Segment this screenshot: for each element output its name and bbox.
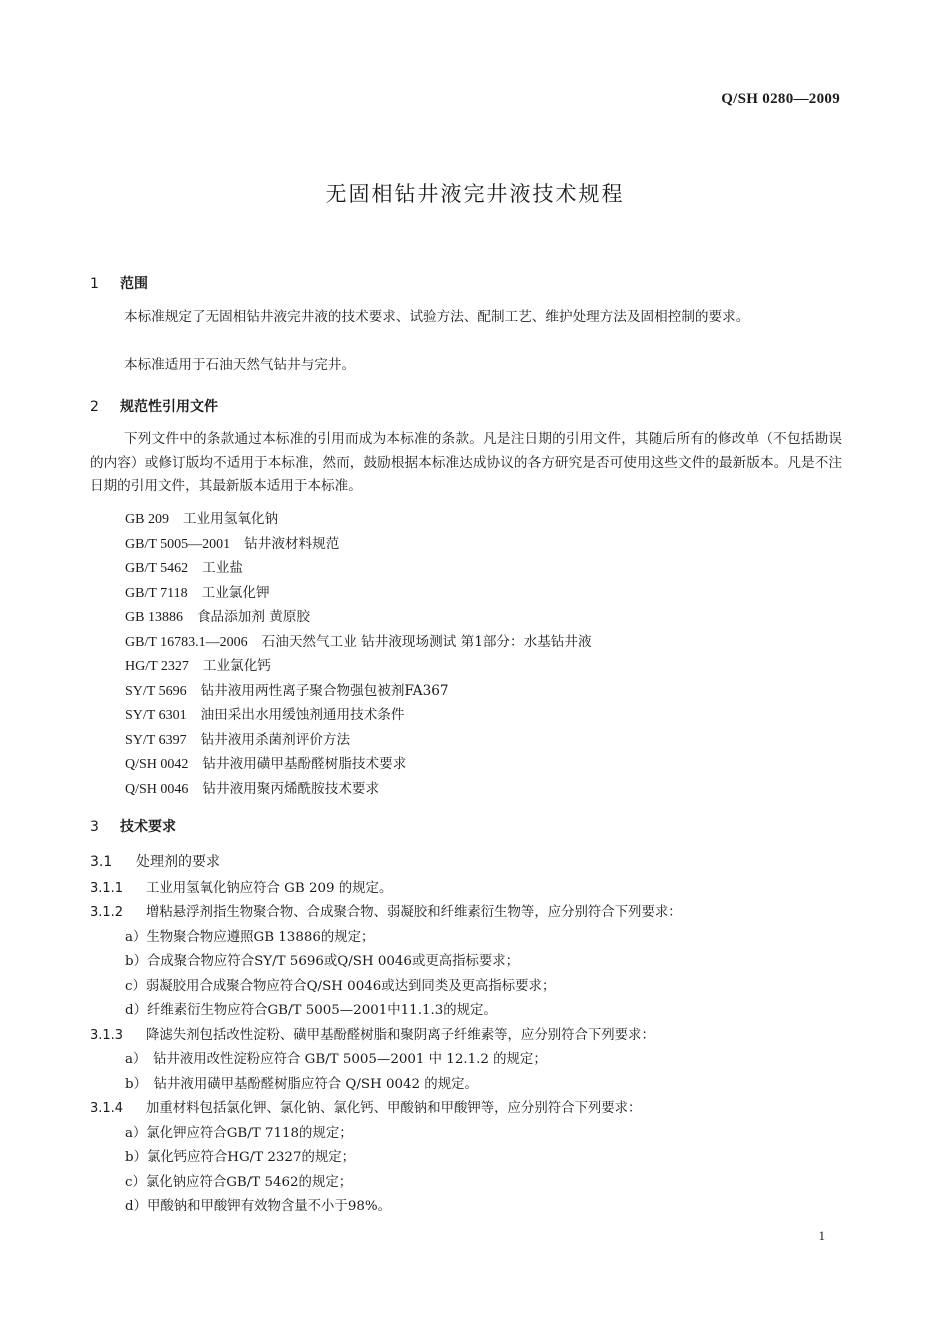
section-number: 3 [90,819,99,835]
section-title: 规范性引用文件 [120,399,218,415]
list-item: a）氯化钾应符合GB/T 7118的规定； [125,1126,353,1141]
standard-code: Q/SH 0280—2009 [721,91,840,107]
reference-item: Q/SH 0046 钻井液用聚丙烯酰胺技术要求 [125,781,380,797]
section-3-heading [90,816,176,836]
section-title: 范围 [120,276,148,292]
section-title: 技术要求 [120,819,176,835]
section-1-paragraph-1: 本标准规定了无固相钻井液完井液的技术要求、试验方法、配制工艺、维护处理方法及固相控制的要求。 [124,309,750,325]
section-1-heading [90,273,148,293]
clause-3-1-2: 3.1.2 增粘悬浮剂指生物聚合物、合成聚合物、弱凝胶和纤维素衍生物等，应分别符合下列要求： [90,905,682,920]
list-item: a）生物聚合物应遵照GB 13886的规定； [125,930,375,945]
reference-item: GB/T 5005—2001 钻井液材料规范 [125,536,340,552]
clause-3-1-3: 3.1.3 降滤失剂包括改性淀粉、磺甲基酚醛树脂和聚阴离子纤维素等，应分别符合下列要求： [90,1028,655,1043]
section-number: 2 [90,399,99,415]
reference-item: SY/T 5696 钻井液用两性离子聚合物强包被剂FA367 [125,683,449,699]
reference-item: Q/SH 0042 钻井液用磺甲基酚醛树脂技术要求 [125,756,407,772]
list-item: b）合成聚合物应符合SY/T 5696或Q/SH 0046或更高指标要求； [125,954,520,969]
list-item: c）弱凝胶用合成聚合物应符合Q/SH 0046或达到同类及更高指标要求； [125,979,556,994]
subsection-3-1-heading: 3.1 处理剂的要求 [90,854,220,870]
reference-item: GB 13886 食品添加剂 黄原胶 [125,609,311,625]
clause-3-1-4: 3.1.4 加重材料包括氯化钾、氯化钠、氯化钙、甲酸钠和甲酸钾等，应分别符合下列要求： [90,1101,642,1116]
section-2-intro-paragraph: 下列文件中的条款通过本标准的引用而成为本标准的条款。凡是注日期的引用文件，其随后所有的修改单（不包括勘误的内容）或修订版均不适用于本标准，然而，鼓励根据本标准达成协议的各方研究是否可使用这些文件的最新版本。凡是不注日期的引用文件，其最新版本适用于本标准。 [90,431,842,494]
list-item: b）氯化钙应符合HG/T 2327的规定； [125,1150,356,1165]
page-number: 1 [818,1228,825,1243]
reference-item: GB 209 工业用氢氧化钠 [125,511,279,527]
reference-item: SY/T 6397 钻井液用杀菌剂评价方法 [125,732,351,748]
clause-3-1-1: 3.1.1 工业用氢氧化钠应符合 GB 209 的规定。 [90,881,393,896]
reference-item: GB/T 5462 工业盐 [125,560,243,576]
list-item: b） 钻井液用磺甲基酚醛树脂应符合 Q/SH 0042 的规定。 [125,1077,478,1092]
list-item: d）纤维素衍生物应符合GB/T 5005—2001中11.1.3的规定。 [125,1003,497,1018]
reference-item: GB/T 16783.1—2006 石油天然气工业 钻井液现场测试 第1部分：水基钻井液 [125,634,592,650]
reference-item: SY/T 6301 油田采出水用缓蚀剂通用技术条件 [125,707,405,723]
reference-item: HG/T 2327 工业氯化钙 [125,658,271,674]
list-item: c）氯化钠应符合GB/T 5462的规定； [125,1175,353,1190]
section-1-paragraph-2: 本标准适用于石油天然气钻井与完井。 [124,357,356,373]
document-title: 无固相钻井液完井液技术规程 [325,182,625,206]
reference-item: GB/T 7118 工业氯化钾 [125,585,270,601]
list-item: d）甲酸钠和甲酸钾有效物含量不小于98%。 [125,1199,391,1214]
section-2-heading [90,396,218,416]
section-number: 1 [90,276,99,292]
list-item: a） 钻井液用改性淀粉应符合 GB/T 5005—2001 中 12.1.2 的规定； [125,1052,547,1067]
